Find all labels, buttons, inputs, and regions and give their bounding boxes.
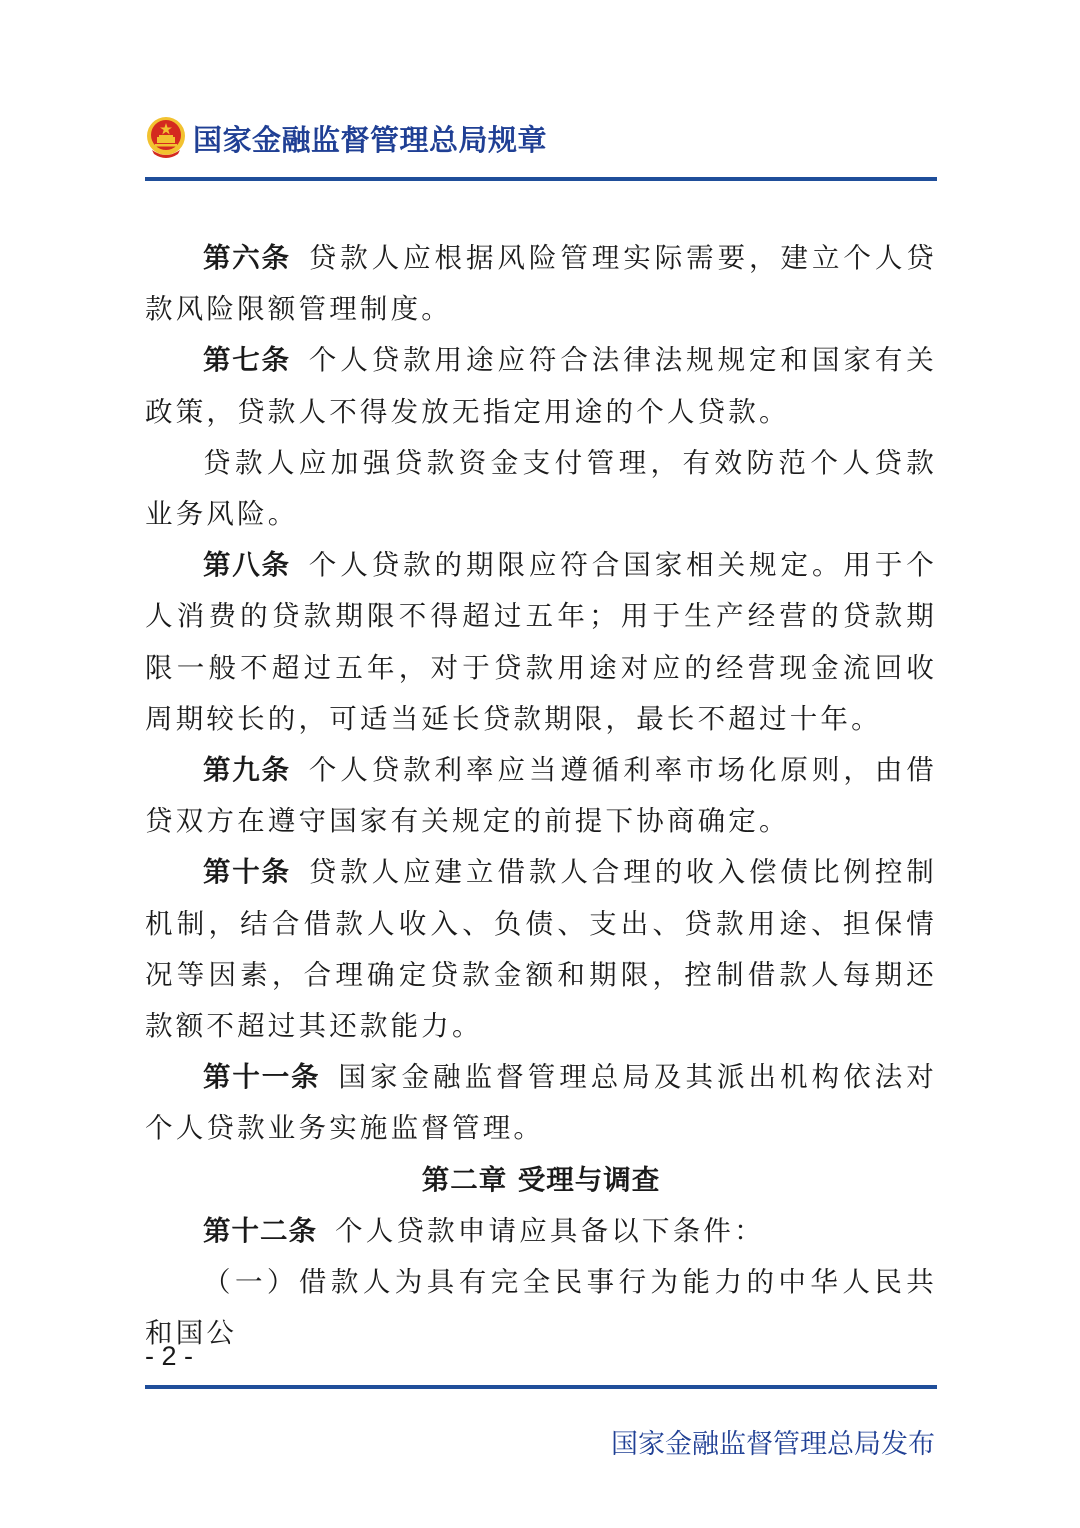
article-text: 个人贷款的期限应符合国家相关规定。用于个人消费的贷款期限不得超过五年；用于生产经营的贷款期限一般不超过五年，对于贷款用途对应的经营现金流回收周期较长的，可适当延长贷款期限，最长不超过十年。: [145, 549, 937, 735]
article-text: 贷款人应根据风险管理实际需要，建立个人贷款风险限额管理制度。: [145, 242, 937, 326]
chapter-heading: 第二章 受理与调查: [421, 1163, 661, 1196]
article-12-item-1: [145, 1257, 937, 1359]
article-text: 贷款人应建立借款人合理的收入偿债比例控制机制，结合借款人收入、负债、支出、贷款用途、担保情况等因素，合理确定贷款金额和期限，控制借款人每期还款额不超过其还款能力。: [145, 856, 937, 1043]
article-label: 第九条: [203, 754, 291, 787]
article-11: [145, 1052, 937, 1154]
article-6: [145, 233, 937, 335]
article-label: 第十二条: [203, 1214, 317, 1247]
article-label: 第十条: [203, 856, 291, 889]
article-text: 个人贷款用途应符合法律法规规定和国家有关政策，贷款人不得发放无指定用途的个人贷款。: [145, 344, 937, 428]
article-text: 国家金融监督管理总局及其派出机构依法对个人贷款业务实施监督管理。: [145, 1061, 937, 1145]
article-7: [145, 335, 937, 437]
document-body: [145, 233, 937, 1359]
article-12: [145, 1206, 937, 1257]
article-text: 个人贷款申请应具备以下条件：: [335, 1214, 765, 1247]
header-divider: [145, 177, 937, 181]
article-label: 第十一条: [203, 1061, 321, 1094]
document-header: [145, 112, 935, 164]
item-text: （一）借款人为具有完全民事行为能力的中华人民共和国公: [145, 1266, 937, 1350]
article-7-paragraph-2: [145, 438, 937, 540]
publisher-footer: 国家金融监督管理总局发布: [611, 1429, 935, 1460]
national-emblem-icon: [145, 114, 187, 162]
article-8: [145, 540, 937, 745]
article-label: 第八条: [203, 549, 291, 582]
article-text: 个人贷款利率应当遵循利率市场化原则，由借贷双方在遵守国家有关规定的前提下协商确定。: [145, 754, 937, 838]
article-label: 第六条: [203, 242, 291, 274]
footer-divider: [145, 1385, 937, 1389]
article-10: [145, 847, 937, 1052]
article-text: 贷款人应加强贷款资金支付管理，有效防范个人贷款业务风险。: [145, 446, 937, 531]
article-label: 第七条: [203, 344, 291, 377]
page-number: - 2 -: [145, 1341, 194, 1371]
article-9: [145, 745, 937, 847]
header-title: 国家金融监督管理总局规章: [193, 122, 548, 157]
